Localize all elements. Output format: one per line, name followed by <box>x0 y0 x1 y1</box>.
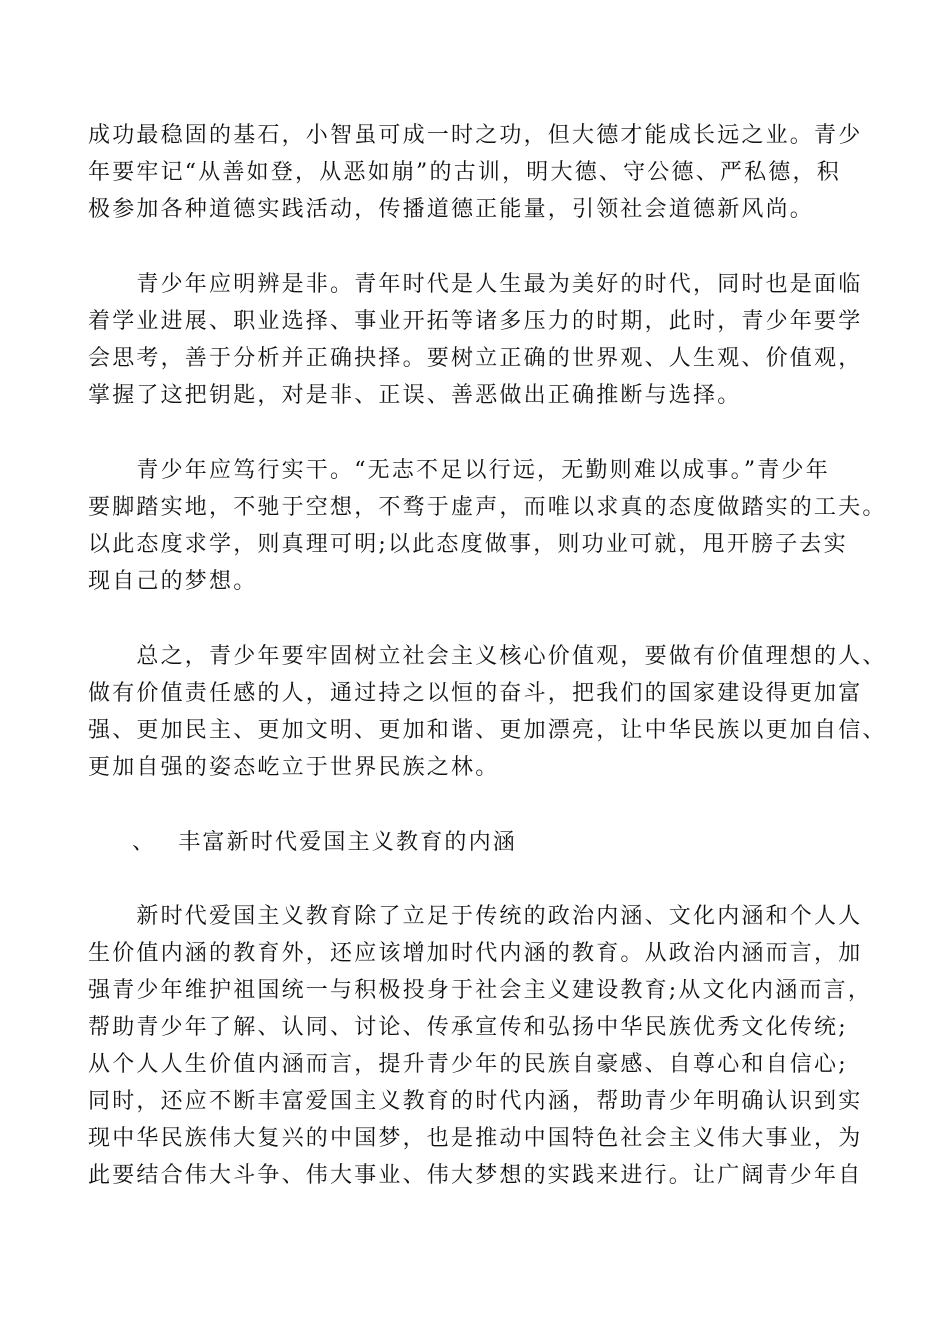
heading-text: 丰富新时代爱国主义教育的内涵 <box>178 830 518 855</box>
paragraph-discernment <box>88 266 888 414</box>
text-line: 年要牢记“从善如登，从恶如崩”的古训，明大德、守公德、严私德，积 <box>88 160 841 185</box>
text-line: 更加自强的姿态屹立于世界民族之林。 <box>88 755 500 780</box>
text-line: 从个人人生价值内涵而言，提升青少年的民族自豪感、自尊心和自信心; <box>88 1052 848 1077</box>
paragraph-virtue <box>88 117 888 228</box>
text-line: 青少年应明辨是非。青年时代是人生最为美好的时代，同时也是面临 <box>88 272 863 297</box>
text-line: 生价值内涵的教育外，还应该增加时代内涵的教育。从政治内涵而言，加 <box>88 941 863 966</box>
text-line: 成功最稳固的基石，小智虽可成一时之功，但大德才能成长远之业。青少 <box>88 123 863 148</box>
text-line: 要脚踏实地，不驰于空想，不骛于虚声，而唯以求真的态度做踏实的工夫。 <box>88 495 887 520</box>
text-line: 帮助青少年了解、认同、讨论、传承宣传和弘扬中华民族优秀文化传统; <box>88 1015 848 1040</box>
section-heading <box>132 824 517 861</box>
text-line: 做有价值责任感的人，通过持之以恒的奋斗，把我们的国家建设得更加富 <box>88 681 863 706</box>
text-line: 以此态度求学，则真理可明;以此态度做事，则功业可就，甩开膀子去实 <box>88 532 848 557</box>
text-line: 新时代爱国主义教育除了立足于传统的政治内涵、文化内涵和个人人 <box>88 904 863 929</box>
heading-marker: 、 <box>132 830 157 855</box>
text-line: 总之，青少年要牢固树立社会主义核心价值观，要做有价值理想的人、 <box>88 644 887 669</box>
paragraph-summary <box>88 638 888 786</box>
paragraph-practice <box>88 452 888 600</box>
text-line: 青少年应笃行实干。“无志不足以行远，无勤则难以成事。”青少年 <box>88 458 830 483</box>
paragraph-patriotic-education <box>88 898 888 1194</box>
text-line: 此要结合伟大斗争、伟大事业、伟大梦想的实践来进行。让广阔青少年自 <box>88 1163 863 1188</box>
text-line: 强、更加民主、更加文明、更加和谐、更加漂亮，让中华民族以更加自信、 <box>88 718 887 743</box>
text-line: 现中华民族伟大复兴的中国梦，也是推动中国特色社会主义伟大事业，为 <box>88 1126 863 1151</box>
text-line: 同时，还应不断丰富爱国主义教育的时代内涵，帮助青少年明确认识到实 <box>88 1089 863 1114</box>
text-line: 着学业进展、职业选择、事业开拓等诸多压力的时期，此时，青少年要学 <box>88 309 863 334</box>
text-line: 会思考，善于分析并正确抉择。要树立正确的世界观、人生观、价值观， <box>88 346 863 371</box>
text-line: 强青少年维护祖国统一与积极投身于社会主义建设教育;从文化内涵而言， <box>88 978 873 1003</box>
text-line: 极参加各种道德实践活动，传播道德正能量，引领社会道德新风尚。 <box>88 197 815 222</box>
text-line: 掌握了这把钥匙，对是非、正误、善恶做出正确推断与选择。 <box>88 383 742 408</box>
text-line: 现自己的梦想。 <box>88 569 258 594</box>
